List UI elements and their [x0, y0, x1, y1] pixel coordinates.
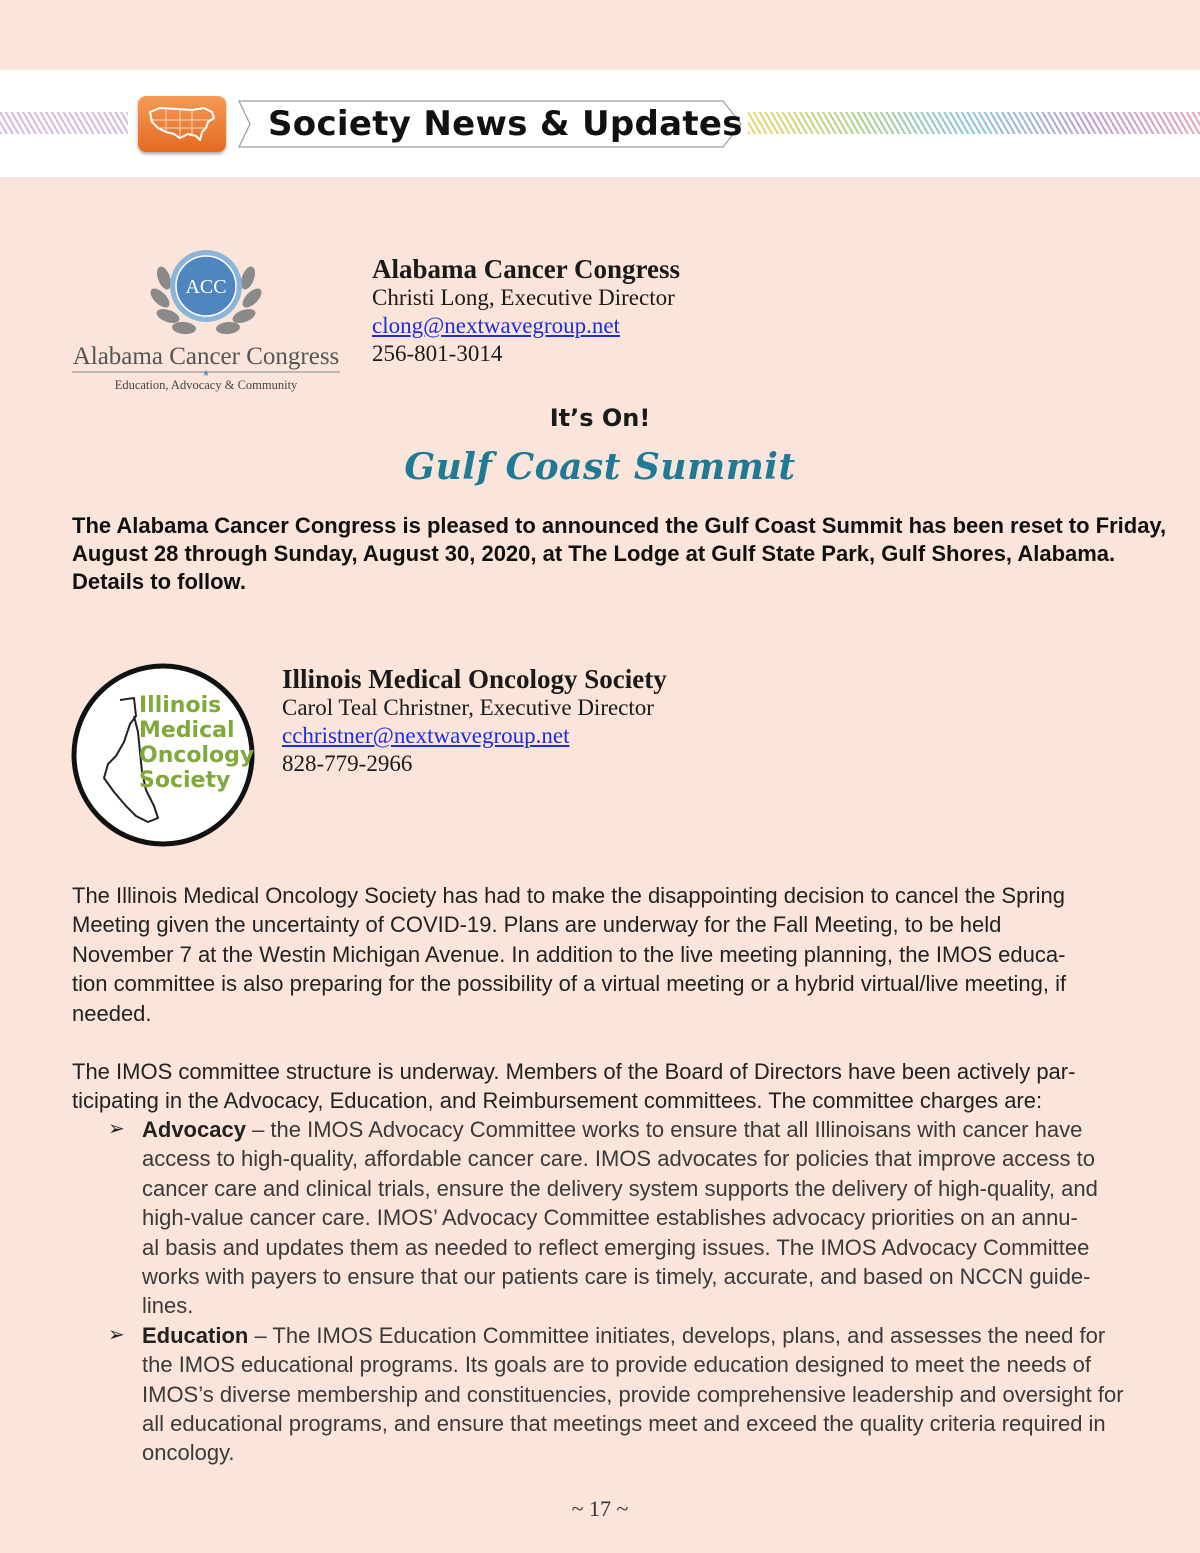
bullet-text: – the IMOS Advocacy Committee works to ensure that all Illinoisans with cancer have [245, 1117, 1083, 1142]
bullet-text: the IMOS educational programs. Its goals are to provide education designed to meet the needs of [142, 1352, 1092, 1378]
bullet-text: oncology. [142, 1440, 235, 1466]
bullet-text: lines. [142, 1293, 194, 1319]
paragraph-line: needed. [72, 1000, 152, 1026]
committee-list [72, 1115, 1152, 1468]
bullet-text: IMOS’s diverse membership and constituencies, provide comprehensive leadership and oversight for [142, 1381, 1124, 1407]
list-item [72, 1115, 1152, 1321]
paragraph-line: The IMOS committee structure is underway. Members of the Board of Directors have been actively par- [72, 1059, 1076, 1084]
imos-phone: 828-779-2966 [282, 751, 413, 776]
page-number: ~ 17 ~ [571, 1496, 629, 1521]
acc-logo [68, 248, 348, 398]
imos-logo-line: Medical [139, 718, 235, 743]
list-item [72, 1321, 1152, 1468]
acc-logo-tagline: Education, Advocacy & Community [114, 378, 298, 392]
event-headline: It’s On! [549, 404, 651, 432]
imos-logo-line: Illinois [139, 693, 222, 718]
acc-contact [372, 254, 680, 368]
announcement-line: Details to follow. [72, 569, 246, 594]
paragraph-line: ticipating in the Advocacy, Education, and Reimbursement committees. The committee charges are: [72, 1088, 1043, 1114]
decorative-stripe-left [0, 112, 128, 134]
acc-contact-name: Christi Long, Executive Director [372, 285, 675, 310]
bullet-text: all educational programs, and ensure that meetings meet and exceed the quality criteria required in [142, 1411, 1106, 1437]
arrow-bullet-icon: ➢ [108, 1323, 125, 1346]
imos-org-name: Illinois Medical Oncology Society [282, 664, 667, 694]
imos-paragraph-2 [72, 1057, 1075, 1116]
bullet-text: access to high-quality, affordable cancer care. IMOS advocates for policies that improve access to [142, 1146, 1095, 1172]
paragraph-line: Meeting given the uncertainty of COVID-19. Plans are underway for the Fall Meeting, to be held [72, 912, 1002, 938]
bullet-text: works with payers to ensure that our patients care is timely, accurate, and based on NCCN guide- [142, 1264, 1091, 1290]
bullet-text: – The IMOS Education Committee initiates, develops, plans, and assesses the need for [248, 1322, 1106, 1348]
announcement-line: The Alabama Cancer Congress is pleased to announced the Gulf Coast Summit has been reset to Friday, [72, 513, 1167, 538]
acc-logo-initials: ACC [185, 276, 227, 298]
paragraph-line: tion committee is also preparing for the possibility of a virtual meeting or a hybrid virtual/live meeting, if [72, 971, 1067, 997]
imos-logo-line: Society [139, 768, 231, 793]
arrow-bullet-icon: ➢ [108, 1118, 125, 1140]
acc-phone: 256-801-3014 [372, 341, 503, 366]
imos-contact [282, 664, 667, 778]
page-title: Society News & Updates [268, 104, 743, 144]
announcement-line: August 28 through Sunday, August 30, 2020, at The Lodge at Gulf State Park, Gulf Shores, Alabama. [72, 541, 1116, 566]
svg-text:★: ★ [201, 368, 211, 378]
bullet-text: cancer care and clinical trials, ensure the delivery system supports the delivery of high-quality, and [142, 1175, 1098, 1201]
paragraph-line: The Illinois Medical Oncology Society has had to make the disappointing decision to cancel the Spring [72, 883, 1066, 908]
event-name: Gulf Coast Summit [404, 446, 796, 488]
bullet-text: al basis and updates them as needed to reflect emerging issues. The IMOS Advocacy Committee [142, 1234, 1090, 1260]
imos-email-link[interactable]: cchristner@nextwavegroup.net [282, 723, 570, 748]
decorative-stripe-right [748, 112, 1200, 134]
imos-paragraph-1 [72, 881, 1066, 1028]
event-announcement [72, 512, 1167, 596]
us-map-icon [138, 96, 226, 152]
imos-logo [68, 660, 258, 850]
acc-org-name: Alabama Cancer Congress [372, 254, 680, 284]
acc-email-link[interactable]: clong@nextwavegroup.net [372, 313, 620, 338]
imos-logo-line: Oncology [139, 743, 255, 768]
acc-logo-name: Alabama Cancer Congress [72, 343, 340, 370]
imos-contact-name: Carol Teal Christner, Executive Director [282, 695, 654, 720]
paragraph-line: November 7 at the Westin Michigan Avenue. In addition to the live meeting planning, the IMOS educa- [72, 941, 1066, 967]
bullet-text: high-value cancer care. IMOS’ Advocacy Committee establishes advocacy priorities on an annu- [142, 1205, 1078, 1231]
bullet-term: Education [142, 1322, 249, 1348]
bullet-term: Advocacy [142, 1117, 246, 1142]
